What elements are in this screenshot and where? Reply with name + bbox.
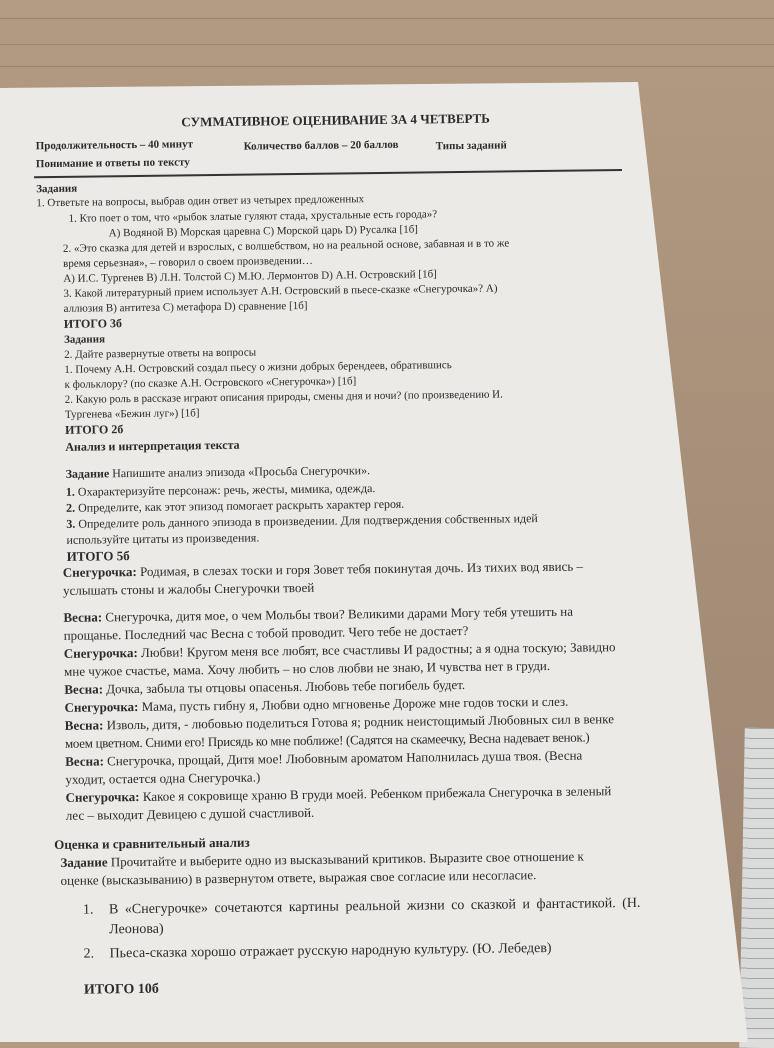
s3-item3-line1: 3. Определите роль данного эпизода в произведении. Для подтверждения собственных идей [66, 511, 538, 531]
q2-options: A) И.С. Тургенев B) Л.Н. Толстой C) М.Ю. Лермонтов D) А.Н. Островский [1б] [63, 268, 437, 285]
section2-intro: 2. Дайте развернутые ответы на вопросы [64, 346, 257, 361]
section2-heading: Задания [63, 333, 106, 346]
q2-text-line2: время серьезная», – говорил о своем произведении… [63, 254, 313, 270]
section1-total: ИТОГО 3б [63, 316, 123, 331]
s4-item1-line1: В «Снегурочке» сочетаются картины реальной жизни со сказкой и фантастикой. (Н. [108, 895, 641, 918]
task-types-label: Типы заданий [435, 139, 507, 153]
points-label: Количество баллов – 20 баллов [243, 138, 399, 153]
q3-text-line1: 3. Какой литературный прием использует А.Н. Островский в пьесе-сказке «Снегурочка»? A) [63, 282, 498, 300]
excerpt-line-9: Весна: Изволь, дитя, - любовью поделиться Готова я; родник неистощимый Любовных сил в венке [64, 711, 615, 733]
excerpt-line-14: лес – выходит Девицею с душой счастливой. [65, 804, 315, 823]
section3-total: ИТОГО 5б [66, 548, 130, 564]
excerpt-line-3: Весна: Снегурочка, дитя мое, о чем Мольбы твои? Великими дарами Могу тебя утешить на [63, 603, 574, 625]
s2-q2-line1: 2. Какую роль в рассказе играют описания природы, смены дня и ночи? (по произведению И. [64, 388, 503, 406]
s3-item3-line2: используйте цитаты из произведения. [66, 530, 260, 547]
excerpt-line-10: моем цветном. Сними его! Присядь ко мне поближе! (Садятся на скамеечку, Весна надевает венок.) [64, 729, 590, 751]
q1-options: A) Водяной B) Морская царевна C) Морской царь D) Русалка [1б] [108, 223, 419, 240]
section4-task-line1: Задание Прочитайте и выберите одно из высказываний критиков. Выразите свое отношение к [60, 848, 584, 870]
s4-item1-line2: Леонова) [109, 921, 164, 938]
excerpt-line-7: Весна: Дочка, забыла ты отцовы опасенья. Любовь тебе погибель будет. [64, 676, 466, 697]
s3-item2: 2. Определите, как этот эпизод помогает раскрыть характер героя. [65, 496, 405, 515]
s4-item1-num: 1. [82, 902, 94, 918]
section2-total: ИТОГО 2б [65, 422, 124, 437]
q3-text-line2: аллюзия B) антитеза C) метафора D) сравнение [1б] [63, 299, 308, 315]
header-rule [34, 169, 622, 178]
duration-label: Продолжительность – 40 минут [35, 138, 194, 153]
section1-heading: Задания [36, 182, 78, 196]
excerpt-line-13: Снегурочка: Какое я сокровище храню В груди моей. Ребенком прибежала Снегурочка в зеленый [65, 783, 612, 805]
section1-intro: 1. Ответьте на вопросы, выбрав один ответ из четырех предложенных [36, 193, 365, 210]
s2-q1-line2: к фольклору? (по сказке А.Н. Островского «Снегурочка») [1б] [64, 375, 357, 391]
section4-total: ИТОГО 10б [83, 981, 159, 998]
document-title: СУММАТИВНОЕ ОЦЕНИВАНИЕ ЗА 4 ЧЕТВЕРТЬ [181, 110, 490, 130]
q1-text: 1. Кто поет о том, что «рыбок златые гуляют стада, хрустальные есть города»? [68, 208, 438, 225]
s4-item2: Пьеса-сказка хорошо отражает русскую народную культуру. (Ю. Лебедев) [109, 940, 552, 962]
excerpt-line-1: Снегурочка: Родимая, в слезах тоски и горя Зовет тебя покинутая дочь. Из тихих вод явись – [62, 558, 584, 580]
excerpt-line-5: Снегурочка: Любви! Кругом меня все любят, все счастливы И радостны; а я одна тоскую; Завидно [63, 639, 616, 661]
q2-text-line1: 2. «Это сказка для детей и взрослых, с волшебством, но на реальной основе, забавная и в то же [62, 237, 510, 255]
excerpt-line-4: прощанье. Последний час Весна с тобой проводит. Чего тебе не достает? [63, 622, 469, 643]
understanding-heading: Понимание и ответы по тексту [35, 156, 190, 171]
excerpt-line-8: Снегурочка: Мама, пусть гибну я, Любви одно мгновенье Дороже мне годов тоски и слез. [64, 693, 569, 715]
section4-task-line2: оценке (высказыванию) в развернутом ответе, выражая свое согласие или несогласие. [60, 867, 537, 888]
s2-q2-line2: Тургенева «Бежин луг») [1б] [64, 407, 200, 421]
s4-item2-num: 2. [83, 946, 95, 962]
excerpt-line-2: услышать стоны и жалобы Снегурочки твоей [62, 579, 315, 598]
s3-item1: 1. Охарактеризуйте персонаж: речь, жесты, мимика, одежда. [65, 481, 376, 499]
section3-task: Задание Напишите анализ эпизода «Просьба Снегурочки». [65, 463, 371, 481]
section3-heading: Анализ и интерпретация текста [65, 437, 240, 454]
excerpt-line-12: уходит, остается одна Снегурочка.) [65, 769, 261, 787]
s2-q1-line1: 1. Почему А.Н. Островский создал пьесу о жизни добрых берендеев, обратившись [64, 359, 452, 376]
excerpt-line-6: мне чужое счастье, мама. Хочу любить – но слов любви не знаю, И чувства нет в груди. [63, 657, 551, 679]
excerpt-line-11: Весна: Снегурочка, прощай, Дитя мое! Любовным ароматом Наполнилась душа твоя. (Весна [65, 747, 583, 769]
section4-heading: Оценка и сравнительный анализ [54, 834, 250, 853]
